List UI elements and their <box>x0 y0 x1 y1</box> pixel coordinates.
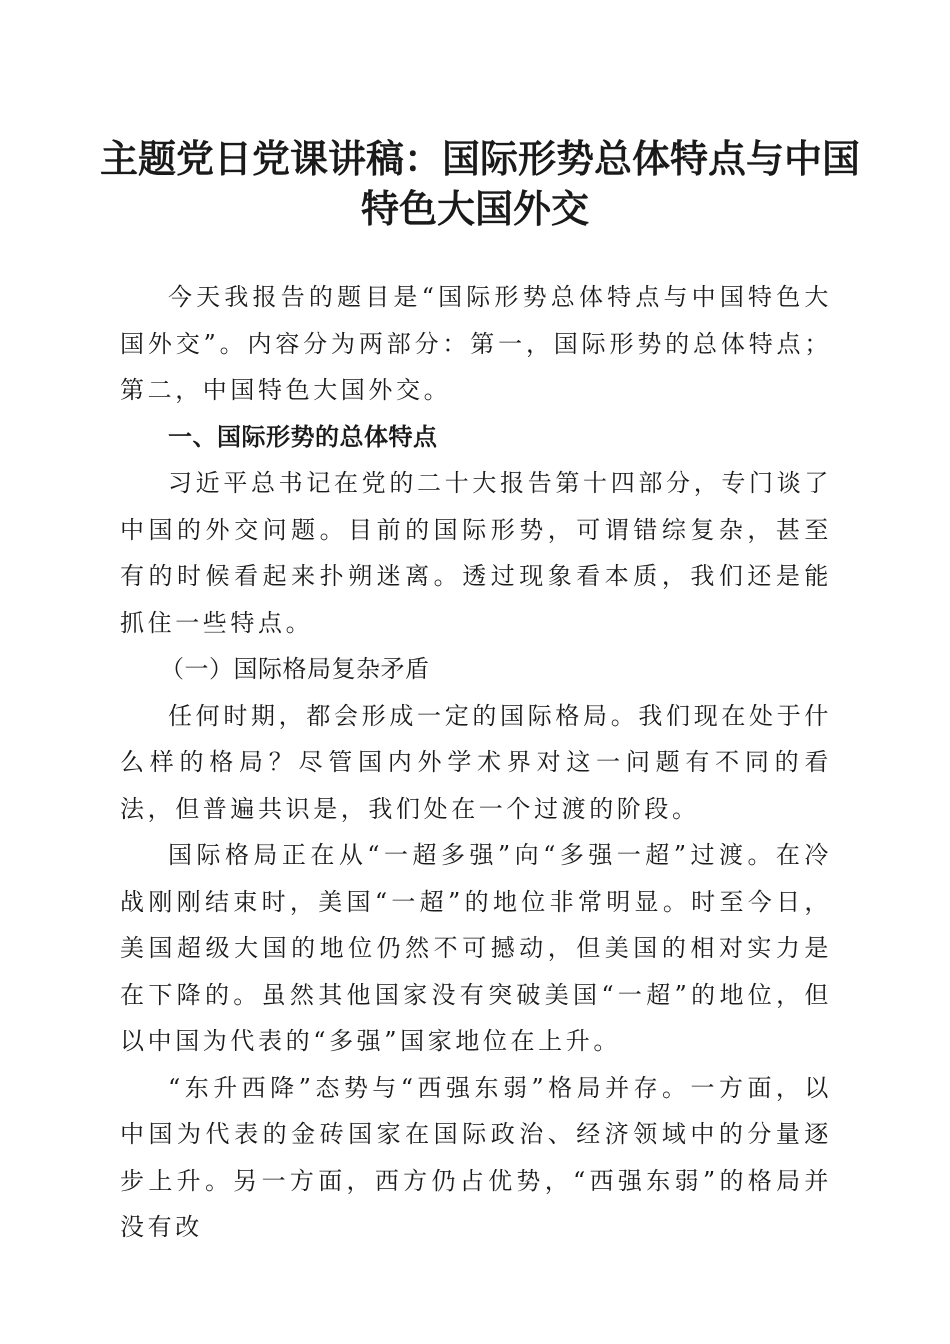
document-title <box>100 134 861 234</box>
title-line-1: 主题党日党课讲稿：国际形势总体特点与中国 <box>100 136 861 181</box>
body-paragraph: 国际格局正在从“一超多强”向“多强一超”过渡。在冷战刚刚结束时，美国“一超”的地位非常明显。时至今日，美国超级大国的地位仍然不可撼动，但美国的相对实力是在下降的。虽然其他国家没有突破美国“一超”的地位，但以中国为代表的“多强”国家地位在上升。 <box>120 841 832 1055</box>
document-body <box>120 274 832 1251</box>
title-line-2: 特色大国外交 <box>360 186 589 231</box>
section-heading-1: 一、国际形势的总体特点 <box>168 422 438 451</box>
body-paragraph: 任何时期，都会形成一定的国际格局。我们现在处于什么样的格局？尽管国内外学术界对这一问题有不同的看法，但普遍共识是，我们处在一个过渡的阶段。 <box>120 701 832 823</box>
body-paragraph: 习近平总书记在党的二十大报告第十四部分，专门谈了中国的外交问题。目前的国际形势，可谓错综复杂，甚至有的时候看起来扑朔迷离。透过现象看本质，我们还是能抓住一些特点。 <box>120 469 832 637</box>
intro-paragraph: 今天我报告的题目是“国际形势总体特点与中国特色大国外交”。内容分为两部分：第一，国际形势的总体特点；第二，中国特色大国外交。 <box>120 283 832 404</box>
body-paragraph: “东升西降”态势与“西强东弱”格局并存。一方面，以中国为代表的金砖国家在国际政治、经济领域中的分量逐步上升。另一方面，西方仍占优势，“西强东弱”的格局并没有改 <box>120 1073 832 1241</box>
subsection-heading-1: （一）国际格局复杂矛盾 <box>160 655 430 683</box>
